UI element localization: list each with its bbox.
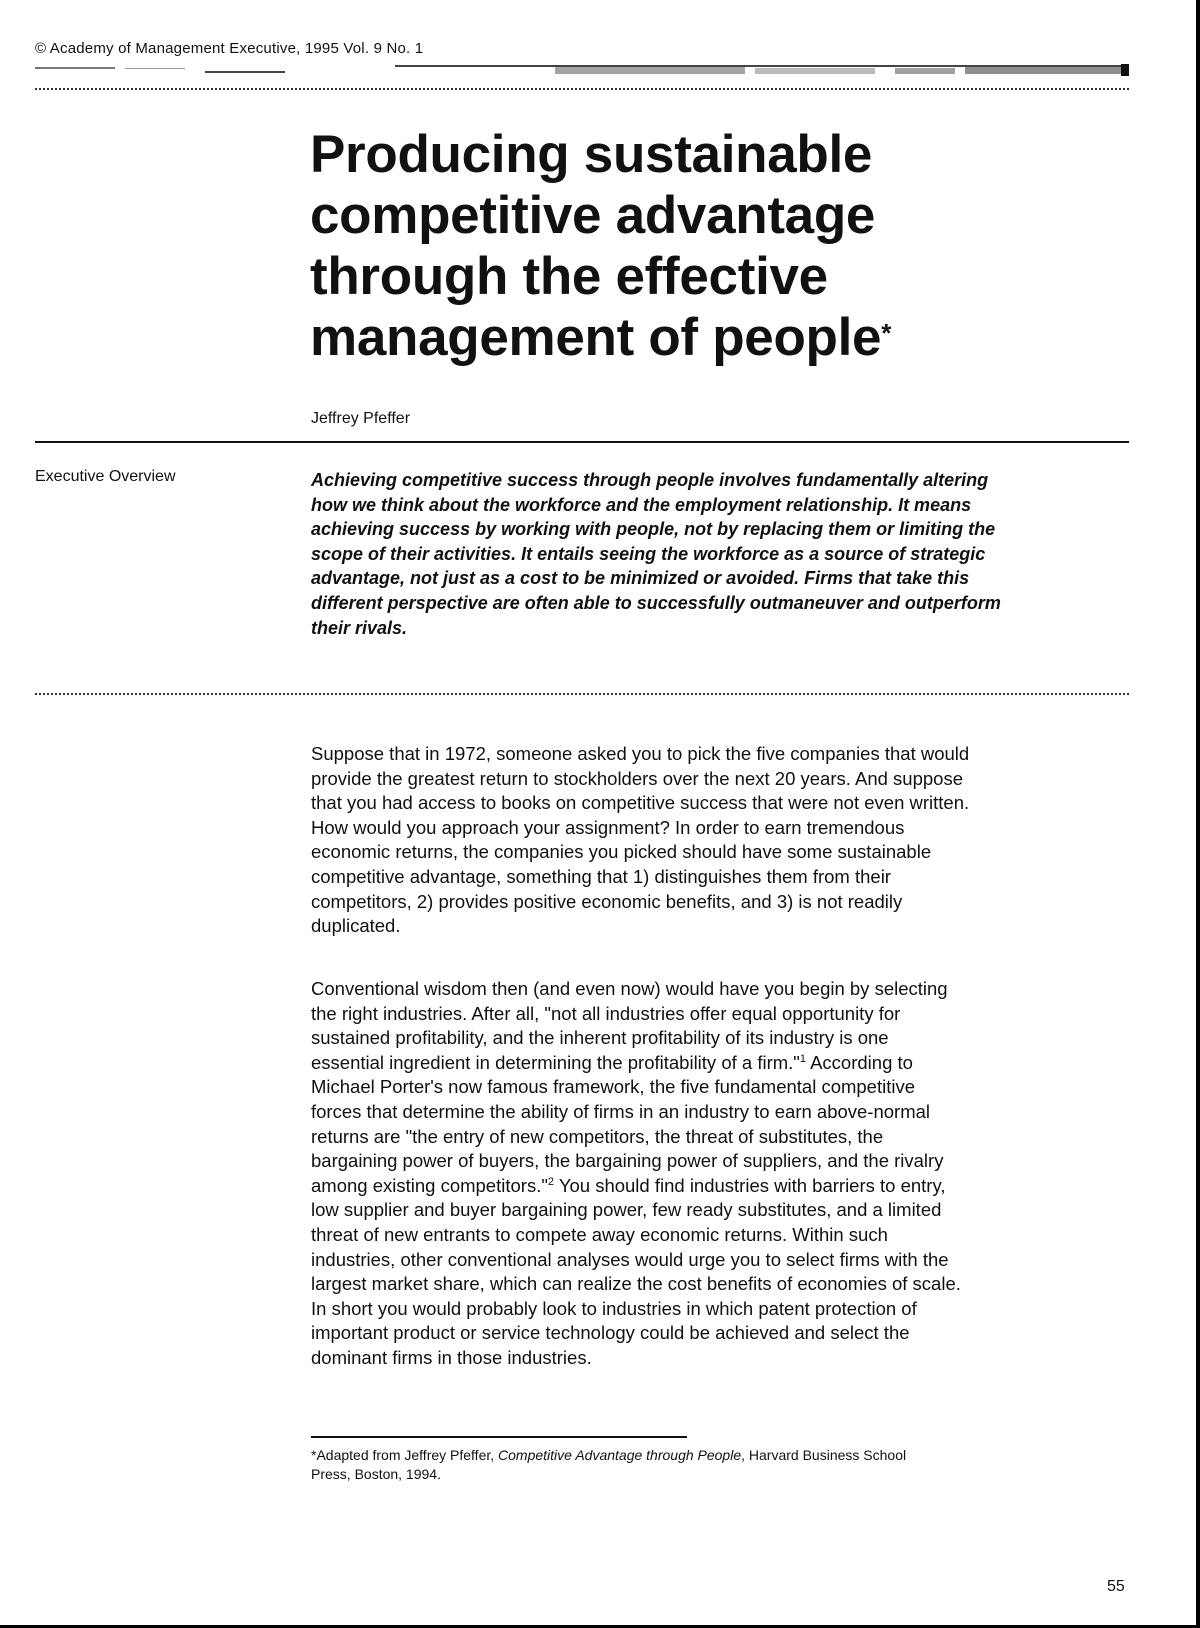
title-line-text: management of people	[310, 308, 882, 367]
author-name: Jeffrey Pfeffer	[311, 410, 411, 427]
paragraph-text: among existing competitors."	[311, 1174, 548, 1196]
paragraph-text: According to	[805, 1051, 913, 1073]
footnote-line: Press, Boston, 1994.	[311, 1466, 441, 1482]
paragraph-line: industries, other conventional analyses would urge you to select firms with the	[311, 1248, 949, 1270]
footnote-text: *Adapted from Jeffrey Pfeffer,	[311, 1447, 499, 1463]
paragraph-line: that you had access to books on competitive success that were not even written.	[311, 792, 970, 814]
paragraph-line: forces that determine the ability of firms in an industry to earn above-normal	[311, 1100, 931, 1122]
footnote	[311, 1446, 1141, 1484]
footnote-divider	[311, 1436, 687, 1438]
overview-line: scope of their activities. It entails seeing the workforce as a source of strategic	[311, 543, 986, 564]
paragraph-line: competitive advantage, something that 1) distinguishes them from their	[311, 865, 891, 887]
paragraph-line: economic returns, the companies you picked should have some sustainable	[311, 841, 932, 863]
scan-noise-band	[35, 62, 1129, 78]
journal-header: © Academy of Management Executive, 1995 Vol. 9 No. 1	[35, 40, 424, 57]
page-edge-right	[1196, 0, 1200, 1628]
executive-overview-label: Executive Overview	[35, 468, 176, 485]
paragraph-line: threat of new entrants to compete away economic returns. Within such	[311, 1223, 888, 1245]
article-title	[310, 124, 1110, 368]
paragraph-line: important product or service technology could be achieved and select the	[311, 1322, 910, 1344]
title-line	[310, 307, 1110, 368]
footnote-text: , Harvard Business School	[741, 1447, 907, 1463]
paragraph-line	[311, 1174, 1141, 1199]
paragraph-line: the right industries. After all, "not all industries offer equal opportunity for	[311, 1002, 901, 1024]
paragraph-line: dominant firms in those industries.	[311, 1346, 592, 1368]
paragraph-line: low supplier and buyer bargaining power, few ready substitutes, and a limited	[311, 1199, 942, 1221]
paragraph-line: duplicated.	[311, 915, 401, 937]
overview-dotted-rule	[35, 693, 1129, 695]
footnote-book-title: Competitive Advantage through People	[498, 1447, 742, 1463]
title-line: competitive advantage	[310, 186, 876, 245]
executive-overview-text	[311, 468, 1141, 640]
paragraph-line: Suppose that in 1972, someone asked you to pick the five companies that would	[311, 743, 970, 764]
paragraph-line: How would you approach your assignment? In order to earn tremendous	[311, 816, 905, 838]
title-line: Producing sustainable	[310, 125, 873, 184]
overview-line: how we think about the workforce and the employment relationship. It means	[311, 494, 972, 515]
body-paragraph-1	[311, 742, 1141, 939]
paragraph-line	[311, 1051, 1141, 1076]
body-paragraph-2	[311, 977, 1141, 1371]
overview-line: advantage, not just as a cost to be minimized or avoided. Firms that take this	[311, 568, 970, 589]
footnote-line	[311, 1446, 1141, 1465]
top-dotted-rule	[35, 88, 1129, 90]
paragraph-line: sustained profitability, and the inherent profitability of its industry is one	[311, 1027, 889, 1049]
title-line: through the effective	[310, 247, 828, 306]
paragraph-line: competitors, 2) provides positive economic benefits, and 3) is not readily	[311, 890, 903, 912]
paragraph-line: returns are "the entry of new competitors, the threat of substitutes, the	[311, 1125, 884, 1147]
title-footnote-marker: *	[881, 318, 892, 348]
paragraph-line: Michael Porter's now famous framework, the five fundamental competitive	[311, 1076, 916, 1098]
paragraph-line: bargaining power of buyers, the bargaining power of suppliers, and the rivalry	[311, 1150, 944, 1172]
paragraph-line: Conventional wisdom then (and even now) would have you begin by selecting	[311, 978, 948, 999]
overview-line: Achieving competitive success through people involves fundamentally altering	[311, 470, 989, 490]
paragraph-line: provide the greatest return to stockholders over the next 20 years. And suppose	[311, 767, 963, 789]
overview-line: different perspective are often able to successfully outmaneuver and outperform	[311, 592, 1001, 613]
paragraph-text: essential ingredient in determining the profitability of a firm."	[311, 1051, 800, 1073]
paragraph-line: In short you would probably look to industries in which patent protection of	[311, 1297, 917, 1319]
paragraph-line: largest market share, which can realize the cost benefits of economies of scale.	[311, 1273, 961, 1295]
page-number: 55	[1107, 1578, 1125, 1595]
overview-line: achieving success by working with people, not by replacing them or limiting the	[311, 519, 996, 540]
author-divider	[35, 441, 1129, 443]
paragraph-text: You should find industries with barriers to entry,	[554, 1174, 946, 1196]
endnote-ref-2: 2	[547, 1175, 555, 1188]
overview-line: their rivals.	[311, 617, 408, 638]
endnote-ref-1: 1	[799, 1052, 806, 1065]
